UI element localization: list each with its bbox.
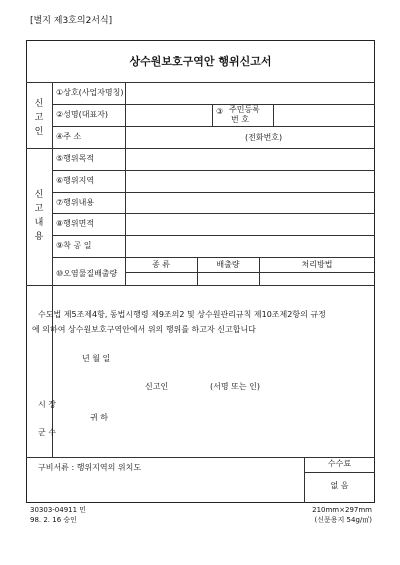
fee-header-line: [304, 472, 375, 473]
field-number: ⑧: [56, 219, 64, 228]
row-line: [52, 257, 375, 258]
field-label: 착 공 일: [63, 241, 92, 250]
attachments-text: 구비서류 : 행위지역의 위치도: [38, 463, 142, 472]
row-line: [52, 126, 375, 127]
reporter-side-label: 신고인: [34, 99, 44, 137]
fee-label: 수수료: [327, 459, 352, 468]
field-label: 행위목적: [63, 154, 95, 163]
title-divider: [26, 82, 375, 83]
row-line: [52, 235, 375, 236]
footer-approval-date: 98. 2. 16 승인: [30, 516, 77, 524]
row-line: [52, 104, 375, 105]
field-label: 상호(사업자명칭): [63, 88, 124, 97]
row-line: [52, 170, 375, 171]
footer-paper-size: 210mm×297mm: [312, 506, 372, 514]
signer-label: 신고인: [145, 382, 169, 391]
field-number: ②: [56, 110, 64, 119]
field-number: ⑩: [56, 269, 64, 278]
date-line: 년 월 일: [82, 354, 111, 363]
field-label: 행위내용: [63, 198, 95, 207]
purpose-field[interactable]: [127, 150, 373, 168]
field-label: 성명(대표자): [63, 110, 109, 119]
row-line: [52, 213, 375, 214]
name-label: [56, 111, 108, 119]
rrn-number: ③: [216, 107, 224, 116]
rrn-column-divider: [212, 104, 213, 126]
field-label: 행위지역: [63, 176, 95, 185]
form-title: 상수원보호구역안 행위신고서: [129, 55, 272, 68]
name-field[interactable]: [127, 106, 210, 124]
pollutant-amount-header: 배출량: [216, 260, 240, 269]
pollutant-header-line: [125, 272, 375, 273]
fee-value: 없 음: [330, 481, 349, 490]
field-number: ①: [56, 88, 64, 97]
label-column-divider: [125, 82, 126, 148]
pollutant-label: [56, 270, 117, 278]
form-number: [별지 제3호의2서식]: [30, 16, 113, 26]
area-field[interactable]: [127, 172, 373, 190]
address-label: [56, 133, 81, 141]
activity-field[interactable]: [127, 194, 373, 211]
rrn-field[interactable]: [275, 106, 373, 124]
footer-paper-type: (신문용지 54g/㎡): [314, 516, 372, 524]
start-date-field[interactable]: [127, 237, 373, 255]
field-number: ⑤: [56, 154, 64, 163]
rrn-label-line2: 번 호: [231, 115, 249, 124]
activity-label: [56, 199, 94, 207]
field-label: 행위면적: [63, 219, 95, 228]
content-side-label: 신고내용: [34, 190, 44, 242]
start-date-label: [56, 242, 91, 250]
field-number: ⑨: [56, 241, 64, 250]
purpose-label: [56, 155, 94, 163]
pollutant-method-header: 처리방법: [301, 260, 333, 269]
size-label: [56, 220, 94, 228]
section-divider: [26, 457, 375, 458]
addressee-county: 군 수: [38, 428, 56, 437]
pollutant-type-header: 종 류: [152, 260, 170, 269]
field-label: 주 소: [63, 132, 82, 141]
business-name-field[interactable]: [127, 84, 373, 102]
field-label: 오염물질배출량: [63, 269, 118, 278]
area-label: [56, 177, 94, 185]
row-line: [52, 192, 375, 193]
statement-line1: 수도법 제5조제4항, 동법시행령 제9조의2 및 상수원관리규칙 제10조제2항의 규정: [38, 310, 326, 319]
addressee-city: 시 장: [38, 400, 56, 409]
rrn-label-line1: 주민등록: [229, 105, 260, 114]
size-field[interactable]: [127, 215, 373, 233]
label-column-divider: [125, 148, 126, 257]
footer-form-code: 30303-04911 민: [30, 506, 87, 514]
rrn-column-divider: [273, 104, 274, 126]
business-name-label: [56, 89, 124, 97]
field-number: ⑦: [56, 198, 64, 207]
section-divider: [26, 285, 375, 286]
statement-line2: 에 의하여 상수원보호구역안에서 위의 행위를 하고자 신고합니다: [32, 325, 256, 334]
field-number: ⑥: [56, 176, 64, 185]
phone-label: (전화번호): [245, 133, 283, 142]
signature-note: (서명 또는 인): [210, 382, 260, 391]
addressee-honorific: 귀 하: [90, 413, 108, 422]
section-divider: [26, 148, 375, 149]
field-number: ④: [56, 132, 64, 141]
